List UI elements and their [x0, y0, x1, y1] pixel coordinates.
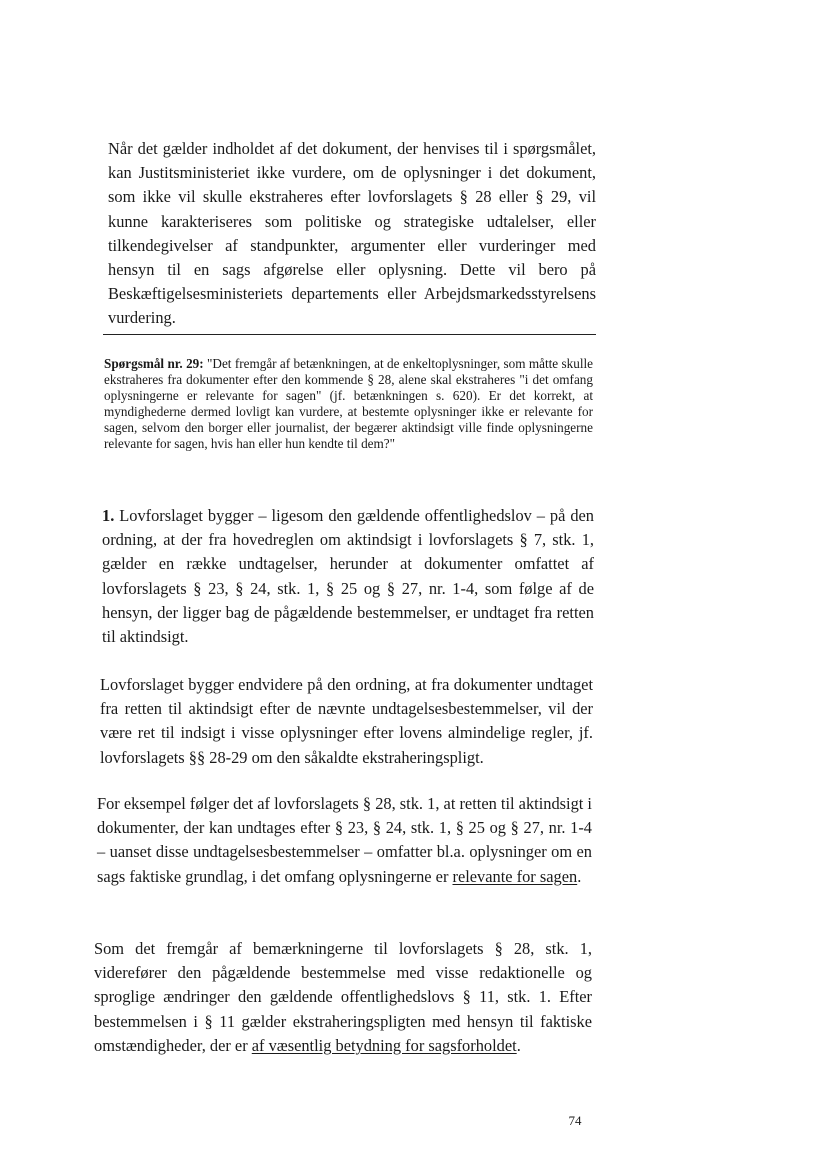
- answer-p3-text: For eksempel følger det af lovforslagets § 28, stk. 1, at retten til aktindsigt i dokumenter, der kan undtages efter § 23, § 24, stk. 1, § 25 og § 27, nr. 1-4 – uanset disse undtagelsesbestemmelser – omfatter bl.a. oplysninger om en sags faktiske grundlag, i det omfang oplysningerne er: [97, 794, 592, 886]
- question-label: Spørgsmål nr. 29:: [104, 356, 204, 371]
- answer-p4-underlined: af væsentlig betydning for sagsforholdet: [251, 1035, 517, 1055]
- answer-p1-text: Lovforslaget bygger – ligesom den gældende offentlighedslov – på den ordning, at der fra hovedreglen om aktindsigt i lovforslagets § 7, stk. 1, gælder en række undtagelser, herunder at dokumenter omfattet af lovforslagets § 23, § 24, stk. 1, § 25 og § 27, nr. 1-4, som følge af de hensyn, der ligger bag de pågældende bestemmelser, er undtaget fra retten til aktindsigt.: [102, 506, 594, 647]
- answer-p2-text: Lovforslaget bygger endvidere på den ordning, at fra dokumenter undtaget fra retten til aktindsigt efter de nævnte undtagelsesbestemmelser, vil der være ret til indsigt i visse oplysninger efter lovens almindelige regler, jf. lovforslagets §§ 28-29 om den såkaldte ekstraheringspligt.: [100, 675, 593, 767]
- answer-p4-text: Som det fremgår af bemærkningerne til lovforslagets § 28, stk. 1, viderefører den pågældende bestemmelse med visse redaktionelle og sproglige ændringer den gældende offentlighedslovs § 11, stk. 1. Efter bestemmelsen i § 11 gælder ekstraheringspligten med hensyn til faktiske omstændigheder, der er: [94, 939, 592, 1055]
- answer-paragraph-4: [94, 937, 592, 1058]
- answer-p3-end: .: [577, 866, 582, 886]
- answer-number: 1.: [102, 506, 115, 525]
- question-block: [104, 356, 593, 451]
- answer-paragraph-3: [97, 792, 592, 889]
- page-number: 74: [568, 1113, 582, 1128]
- section-divider: [103, 334, 596, 335]
- question-text: "Det fremgår af betænkningen, at de enkeltoplysninger, som måtte skulle ekstraheres fra dokumenter efter den kommende § 28, alene skal ekstraheres "i det omfang oplysningerne er relevante for sagen" (jf. betænkningen s. 620). Er det korrekt, at myndighederne dermed lovligt kan vurdere, at bestemte oplysninger ikke er relevante for sagen, selvom den borger eller journalist, der begærer aktindsigt ville finde oplysningerne relevante for sagen, hvis han eller hun kendte til dem?": [104, 356, 593, 451]
- answer-paragraph-1: [102, 504, 594, 649]
- answer-p4-end: .: [516, 1035, 521, 1055]
- intro-paragraph: [108, 137, 596, 331]
- answer-p3-underlined: relevante for sagen: [452, 866, 578, 886]
- answer-paragraph-2: [100, 673, 593, 770]
- intro-text: Når det gælder indholdet af det dokument, der henvises til i spørgsmålet, kan Justitsministeriet ikke vurdere, om de oplysninger i det dokument, som ikke vil skulle ekstraheres efter lovforslagets § 28 eller § 29, vil kunne karakteriseres som politiske og strategiske udtalelser, eller tilkendegivelser af standpunkter, argumenter eller vurderinger med hensyn til en sags afgørelse eller oplysning. Dette vil bero på Beskæftigelsesministeriets departements eller Arbejdsmarkedsstyrelsens vurdering.: [108, 139, 596, 328]
